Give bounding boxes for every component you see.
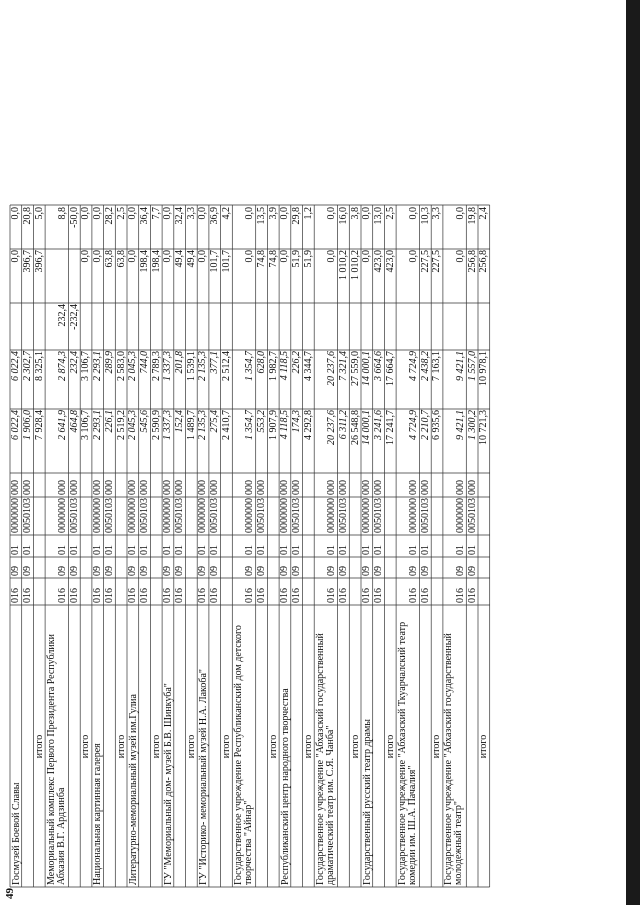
row-institution-name: ГУ "Историко- мемориальный музей Н.А. Лакоба"	[197, 668, 209, 885]
row-code-1: 016	[326, 588, 338, 603]
row-value-2: 377,1	[209, 351, 221, 374]
row-value-5: 0,0	[361, 207, 373, 220]
row-code-2: 09	[466, 566, 478, 576]
row-value-2: 1 354,7	[244, 351, 256, 381]
row-value-2: 201,8	[174, 351, 185, 374]
row-value-2: 20 237,6	[326, 351, 338, 386]
row-value-2: 744,0	[138, 351, 150, 374]
row-value-4: 227,5	[419, 250, 431, 273]
row-code-5: 000	[337, 480, 349, 495]
row-value-5: 0,0	[10, 207, 22, 220]
row-code-1: 016	[57, 588, 68, 603]
row-code-5: 000	[326, 480, 338, 495]
row-value-5: 19,8	[466, 207, 478, 225]
row-value-5: 0,0	[127, 207, 139, 220]
row-total-label: итого	[150, 734, 162, 759]
row-value-1: 20 237,6	[326, 410, 338, 445]
row-value-5: 8,8	[57, 207, 68, 220]
row-value-1: 6 311,2	[337, 410, 349, 440]
row-code-4: 0000000	[454, 498, 466, 533]
row-code-2: 09	[419, 566, 431, 576]
row-code-1: 016	[408, 588, 419, 603]
row-code-3: 01	[291, 545, 302, 555]
row-code-2: 09	[103, 566, 115, 576]
row-code-3: 01	[419, 545, 431, 555]
row-code-5: 000	[372, 480, 384, 495]
row-code-5: 000	[197, 480, 209, 495]
row-value-2: 7 163,1	[431, 351, 443, 381]
row-value-1: 4 724,9	[408, 410, 419, 440]
row-value-2: 9 421,1	[454, 351, 466, 381]
row-value-4: 0,0	[80, 250, 92, 263]
row-value-2: 628,0	[255, 351, 267, 374]
row-code-4: 0000000	[10, 498, 22, 533]
row-code-3: 01	[279, 545, 291, 555]
row-code-1: 016	[255, 588, 267, 603]
row-value-1: 152,4	[174, 410, 185, 433]
row-value-4: 227,5	[431, 250, 443, 273]
row-code-2: 09	[361, 566, 373, 576]
row-code-4: 0050103	[255, 498, 267, 533]
row-code-3: 01	[57, 545, 68, 555]
row-value-2: 289,9	[103, 351, 115, 374]
row-value-2: 14 000,1	[361, 351, 373, 386]
row-code-5: 000	[174, 480, 185, 495]
row-value-1: 174,3	[291, 410, 302, 433]
row-code-2: 09	[279, 566, 291, 576]
page-number: 49	[4, 888, 16, 899]
row-code-3: 01	[21, 545, 33, 555]
row-value-4: 423,0	[372, 250, 384, 273]
row-code-1: 016	[174, 588, 185, 603]
row-value-5: 5,0	[33, 207, 45, 220]
row-value-3: -232,4	[68, 304, 80, 330]
row-code-5: 000	[408, 480, 419, 495]
row-code-1: 016	[372, 588, 384, 603]
row-institution-name: Национальная картинная галерея	[92, 743, 104, 885]
row-code-3: 01	[174, 545, 185, 555]
row-value-1: 2 045,3	[127, 410, 139, 440]
row-value-2: 226,2	[291, 351, 302, 374]
row-value-2: 2 874,3	[57, 351, 68, 381]
row-value-1: 1 489,7	[185, 410, 197, 440]
row-code-5: 000	[466, 480, 478, 495]
row-value-5: 20,8	[21, 207, 33, 225]
row-value-2: 2 045,3	[127, 351, 139, 381]
row-value-1: 4 292,8	[302, 410, 314, 440]
row-code-1: 016	[419, 588, 431, 603]
row-code-5: 000	[291, 480, 302, 495]
row-value-4: 0,0	[92, 250, 104, 263]
row-code-4: 0000000	[361, 498, 373, 533]
row-code-1: 016	[454, 588, 466, 603]
row-code-2: 09	[408, 566, 419, 576]
row-value-4: 63,8	[103, 250, 115, 268]
row-code-1: 016	[162, 588, 174, 603]
row-value-4: 396,7	[21, 250, 33, 273]
row-value-4: 74,8	[255, 250, 267, 268]
row-code-3: 01	[138, 545, 150, 555]
row-value-4: 63,8	[115, 250, 127, 268]
row-code-2: 09	[197, 566, 209, 576]
row-code-2: 09	[68, 566, 80, 576]
row-code-3: 01	[197, 545, 209, 555]
row-code-3: 01	[337, 545, 349, 555]
row-code-4: 0050103	[209, 498, 221, 533]
row-code-3: 01	[68, 545, 80, 555]
row-value-1: 1 906,0	[21, 410, 33, 440]
row-value-5: 3,9	[267, 207, 279, 220]
row-code-5: 000	[21, 480, 33, 495]
row-value-4: 0,0	[361, 250, 373, 263]
row-value-2: 4 724,9	[408, 351, 419, 381]
row-value-4: 0,0	[326, 250, 338, 263]
row-code-4: 0050103	[138, 498, 150, 533]
row-code-4: 0050103	[419, 498, 431, 533]
row-value-1: 4 118,5	[279, 410, 291, 440]
row-value-5: 10,3	[419, 207, 431, 225]
row-value-5: 13,0	[372, 207, 384, 225]
row-code-2: 09	[209, 566, 221, 576]
row-value-1: 226,1	[103, 410, 115, 433]
row-institution-name: Государственное учреждение "Абхазский государственный драматический театр им. С.Я. Чанба"	[314, 633, 336, 885]
row-code-1: 016	[21, 588, 33, 603]
row-value-1: 9 421,1	[454, 410, 466, 440]
row-code-2: 09	[10, 566, 22, 576]
row-value-1: 2 410,7	[220, 410, 232, 440]
row-value-2: 8 325,1	[33, 351, 45, 381]
row-code-2: 09	[291, 566, 302, 576]
row-value-4: 74,8	[267, 250, 279, 268]
row-code-1: 016	[103, 588, 115, 603]
row-value-4: 0,0	[454, 250, 466, 263]
row-value-4: 0,0	[244, 250, 256, 263]
row-value-2: 2 302,7	[21, 351, 33, 381]
row-value-2: 17 664,7	[384, 351, 396, 386]
row-value-2: 4 118,5	[279, 351, 291, 381]
row-code-5: 000	[127, 480, 139, 495]
row-value-4: 0,0	[197, 250, 209, 263]
row-value-5: 16,0	[337, 207, 349, 225]
row-value-2: 4 344,7	[302, 351, 314, 381]
row-total-label: итого	[349, 734, 361, 759]
row-code-5: 000	[454, 480, 466, 495]
row-code-5: 000	[361, 480, 373, 495]
row-code-5: 000	[68, 480, 80, 495]
row-value-1: 1 907,9	[267, 410, 279, 440]
row-code-3: 01	[408, 545, 419, 555]
row-code-4: 0050103	[103, 498, 115, 533]
row-code-4: 0050103	[372, 498, 384, 533]
row-value-2: 2 438,2	[419, 351, 431, 381]
row-code-5: 000	[244, 480, 256, 495]
row-code-1: 016	[10, 588, 22, 603]
row-value-5: 28,2	[103, 207, 115, 225]
row-code-3: 01	[92, 545, 104, 555]
row-institution-name: Государственный русский театр драмы	[361, 718, 373, 885]
row-value-4: 396,7	[33, 250, 45, 273]
row-code-1: 016	[466, 588, 478, 603]
row-code-4: 0000000	[244, 498, 256, 533]
row-code-3: 01	[372, 545, 384, 555]
row-total-label: итого	[80, 734, 92, 759]
row-value-2: 2 135,3	[197, 351, 209, 381]
row-institution-name: Государственное учреждение "Абхазский Ткуарчалский театр комедии им. Ш.А. Пачалия"	[396, 621, 418, 885]
row-value-4: 51,9	[302, 250, 314, 268]
row-total-label: итого	[220, 734, 232, 759]
row-value-5: 3,3	[185, 207, 197, 220]
row-value-1: 14 000,1	[361, 410, 373, 445]
row-value-1: 6 022,4	[10, 410, 22, 440]
row-value-4: 49,4	[174, 250, 185, 268]
row-code-2: 09	[255, 566, 267, 576]
row-institution-name: Мемориальный комплекс Первого Президента Республики Абхазия В.Г. Ардзинба	[45, 634, 67, 885]
row-value-1: 545,6	[138, 410, 150, 433]
row-code-2: 09	[57, 566, 68, 576]
row-value-4: 101,7	[209, 250, 221, 273]
row-total-label: итого	[384, 734, 396, 759]
row-value-5: 36,4	[138, 207, 150, 225]
row-value-2: 2 293,1	[92, 351, 104, 381]
row-code-1: 016	[138, 588, 150, 603]
row-total-label: итого	[478, 734, 490, 759]
row-institution-name: Республиканский центр народного творчества	[279, 688, 291, 885]
row-code-3: 01	[209, 545, 221, 555]
row-value-1: 464,8	[68, 410, 80, 433]
row-total-label: итого	[185, 734, 197, 759]
row-value-1: 3 106,7	[80, 410, 92, 440]
row-value-1: 2 210,7	[419, 410, 431, 440]
row-code-4: 0050103	[174, 498, 185, 533]
row-value-5: 1,2	[302, 207, 314, 220]
row-value-5: 0,0	[162, 207, 174, 220]
row-code-1: 016	[127, 588, 139, 603]
row-code-4: 0050103	[291, 498, 302, 533]
row-code-1: 016	[291, 588, 302, 603]
row-value-1: 17 241,7	[384, 410, 396, 445]
row-value-4: 0,0	[279, 250, 291, 263]
row-code-4: 0000000	[326, 498, 338, 533]
row-value-1: 1 300,2	[466, 410, 478, 440]
row-code-2: 09	[454, 566, 466, 576]
row-value-1: 275,4	[209, 410, 221, 433]
row-code-1: 016	[337, 588, 349, 603]
row-code-4: 0000000	[162, 498, 174, 533]
row-value-4: 256,8	[478, 250, 490, 273]
row-value-5: -50,0	[68, 207, 80, 228]
row-code-4: 0000000	[92, 498, 104, 533]
row-code-4: 0000000	[279, 498, 291, 533]
row-value-4: 0,0	[162, 250, 174, 263]
row-value-5: 3,8	[349, 207, 361, 220]
row-value-1: 26 548,8	[349, 410, 361, 445]
row-institution-name: Литературно-мемориальный музей им.Гулиа	[127, 694, 139, 885]
row-institution-name: Госмузей Боевой Славы	[10, 782, 22, 885]
row-value-5: 0,0	[244, 207, 256, 220]
row-value-5: 2,5	[384, 207, 396, 220]
row-value-5: 2,4	[478, 207, 490, 220]
row-code-4: 0050103	[337, 498, 349, 533]
row-code-2: 09	[326, 566, 338, 576]
row-code-4: 0000000	[197, 498, 209, 533]
row-value-3: 232,4	[57, 304, 68, 327]
row-value-4: 198,4	[150, 250, 162, 273]
row-code-5: 000	[103, 480, 115, 495]
row-value-2: 3 664,6	[372, 351, 384, 381]
row-value-2: 6 022,4	[10, 351, 22, 381]
row-code-5: 000	[162, 480, 174, 495]
row-value-4: 0,0	[408, 250, 419, 263]
row-value-4: 51,9	[291, 250, 302, 268]
row-value-1: 1 354,7	[244, 410, 256, 440]
row-code-1: 016	[361, 588, 373, 603]
row-value-5: 0,0	[279, 207, 291, 220]
row-code-4: 0050103	[68, 498, 80, 533]
row-code-2: 09	[337, 566, 349, 576]
row-value-4: 0,0	[127, 250, 139, 263]
row-value-5: 0,0	[197, 207, 209, 220]
row-value-4: 256,8	[466, 250, 478, 273]
row-code-5: 000	[209, 480, 221, 495]
row-institution-name: Государственное учреждение "Абхазский государственный молодежный театр"	[443, 633, 465, 885]
row-value-1: 2 519,2	[115, 410, 127, 440]
row-institution-name: ГУ "Мемориальный дом- музей Б.В. Шинкуба"	[162, 683, 174, 885]
row-code-1: 016	[197, 588, 209, 603]
row-code-2: 09	[138, 566, 150, 576]
row-value-5: 7,7	[150, 207, 162, 220]
row-code-2: 09	[174, 566, 185, 576]
row-code-4: 0050103	[21, 498, 33, 533]
row-value-1: 1 337,3	[162, 410, 174, 440]
row-value-5: 0,0	[80, 207, 92, 220]
row-value-2: 1 337,3	[162, 351, 174, 381]
row-value-1: 2 293,1	[92, 410, 104, 440]
row-code-2: 09	[21, 566, 33, 576]
row-total-label: итого	[302, 734, 314, 759]
row-code-2: 09	[92, 566, 104, 576]
row-value-2: 3 106,7	[80, 351, 92, 381]
row-value-1: 553,2	[255, 410, 267, 433]
row-code-5: 000	[419, 480, 431, 495]
row-code-3: 01	[244, 545, 256, 555]
row-value-1: 2 641,9	[57, 410, 68, 440]
row-value-2: 232,4	[68, 351, 80, 374]
row-code-3: 01	[466, 545, 478, 555]
row-code-2: 09	[372, 566, 384, 576]
row-institution-name: Государственное учреждение Республиканский дом детского творчества "Айнар"	[232, 625, 254, 885]
row-code-3: 01	[361, 545, 373, 555]
row-total-label: итого	[115, 734, 127, 759]
row-value-4: 1 010,2	[349, 250, 361, 280]
row-value-1: 7 928,4	[33, 410, 45, 440]
row-code-1: 016	[92, 588, 104, 603]
row-value-5: 29,8	[291, 207, 302, 225]
row-value-4: 101,7	[220, 250, 232, 273]
row-code-2: 09	[127, 566, 139, 576]
row-value-4: 198,4	[138, 250, 150, 273]
row-total-label: итого	[431, 734, 443, 759]
row-value-1: 2 590,9	[150, 410, 162, 440]
row-value-5: 36,9	[209, 207, 221, 225]
row-value-5: 0,0	[454, 207, 466, 220]
row-value-1: 2 135,3	[197, 410, 209, 440]
row-value-4: 49,4	[185, 250, 197, 268]
row-value-2: 27 559,0	[349, 351, 361, 386]
row-value-2: 10 978,1	[478, 351, 490, 386]
row-code-3: 01	[103, 545, 115, 555]
row-code-4: 0050103	[466, 498, 478, 533]
row-value-4: 1 010,2	[337, 250, 349, 280]
row-code-5: 000	[92, 480, 104, 495]
row-code-5: 000	[279, 480, 291, 495]
row-value-2: 2 583,0	[115, 351, 127, 381]
row-value-4: 0,0	[10, 250, 22, 263]
row-code-4: 0000000	[127, 498, 139, 533]
row-total-label: итого	[267, 734, 279, 759]
row-value-1: 6 935,6	[431, 410, 443, 440]
row-value-5: 0,0	[408, 207, 419, 220]
row-value-5: 2,5	[115, 207, 127, 220]
row-code-3: 01	[454, 545, 466, 555]
row-value-2: 2 512,4	[220, 351, 232, 381]
row-code-1: 016	[209, 588, 221, 603]
row-code-3: 01	[326, 545, 338, 555]
row-value-5: 13,5	[255, 207, 267, 225]
row-code-2: 09	[162, 566, 174, 576]
row-value-4: 423,0	[384, 250, 396, 273]
row-total-label: итого	[33, 734, 45, 759]
row-code-3: 01	[10, 545, 22, 555]
row-value-2: 7 321,4	[337, 351, 349, 381]
row-value-1: 10 721,3	[478, 410, 490, 445]
row-value-2: 1 982,7	[267, 351, 279, 381]
row-code-5: 000	[255, 480, 267, 495]
row-code-3: 01	[255, 545, 267, 555]
row-value-5: 4,2	[220, 207, 232, 220]
row-value-5: 0,0	[326, 207, 338, 220]
row-value-1: 3 241,6	[372, 410, 384, 440]
row-code-3: 01	[127, 545, 139, 555]
row-code-3: 01	[162, 545, 174, 555]
row-code-1: 016	[68, 588, 80, 603]
row-value-2: 1 557,0	[466, 351, 478, 381]
row-value-5: 32,4	[174, 207, 185, 225]
row-value-2: 2 789,3	[150, 351, 162, 381]
row-code-1: 016	[279, 588, 291, 603]
row-code-4: 0000000	[57, 498, 68, 533]
row-code-1: 016	[244, 588, 256, 603]
row-code-5: 000	[10, 480, 22, 495]
row-value-5: 0,0	[92, 207, 104, 220]
row-value-5: 3,3	[431, 207, 443, 220]
row-value-2: 1 539,1	[185, 351, 197, 381]
row-code-5: 000	[57, 480, 68, 495]
row-code-2: 09	[244, 566, 256, 576]
row-code-4: 0000000	[408, 498, 419, 533]
row-code-5: 000	[138, 480, 150, 495]
